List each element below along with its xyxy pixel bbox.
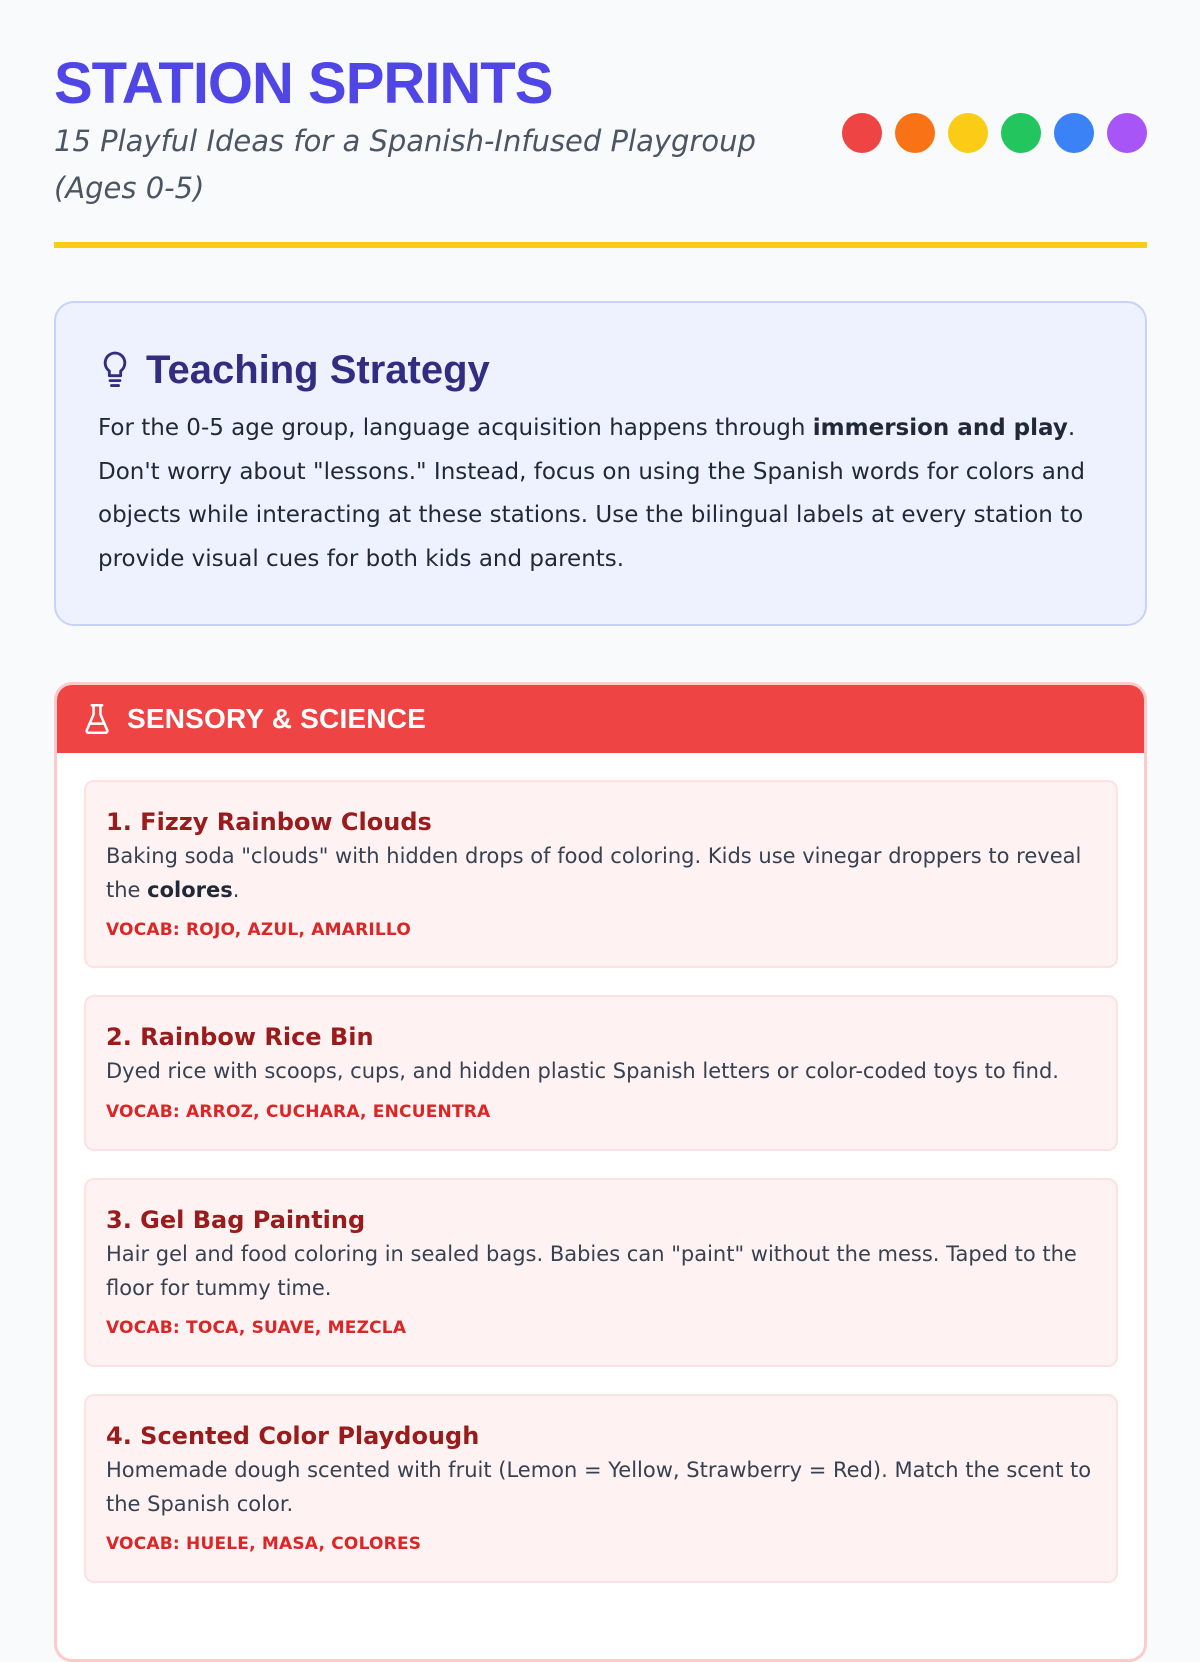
station-title: 4. Scented Color Playdough	[106, 1422, 480, 1450]
station-vocab: VOCAB: ARROZ, CUCHARA, ENCUENTRA	[106, 1101, 491, 1122]
strategy-text	[98, 407, 1103, 581]
color-dot-purple	[1107, 113, 1147, 153]
station-list	[84, 780, 1118, 1610]
station-description-part: Baking soda "clouds" with hidden drops of food coloring. Kids use vinegar droppers to reveal the	[106, 844, 1082, 902]
station-card	[84, 1178, 1118, 1367]
station-description	[106, 1238, 1096, 1305]
strategy-title: Teaching Strategy	[146, 347, 490, 392]
color-dot-green	[1001, 113, 1041, 153]
page-subtitle: 15 Playful Ideas for a Spanish-Infused Playgroup (Ages 0-5)	[54, 124, 756, 205]
section-header	[57, 685, 1144, 753]
station-description-part: Dyed rice with scoops, cups, and hidden plastic Spanish letters or color-coded toys to find.	[106, 1059, 1059, 1083]
color-dot-orange	[895, 113, 935, 153]
station-description	[106, 1055, 1096, 1089]
section-sensory-science	[54, 682, 1147, 1662]
color-dot-blue	[1054, 113, 1094, 153]
flask-icon	[83, 703, 111, 735]
station-description-part: Homemade dough scented with fruit (Lemon = Yellow, Strawberry = Red). Match the scent to the Spanish color.	[106, 1458, 1092, 1516]
station-vocab: VOCAB: ROJO, AZUL, AMARILLO	[106, 920, 411, 940]
station-vocab: VOCAB: TOCA, SUAVE, MEZCLA	[106, 1318, 407, 1338]
page	[54, 0, 1147, 1554]
section-title: SENSORY & SCIENCE	[127, 703, 427, 734]
color-dot-red	[842, 113, 882, 153]
station-card	[84, 1394, 1118, 1583]
station-card	[84, 995, 1118, 1151]
station-description-part: .	[232, 877, 240, 902]
strategy-text-emphasis: immersion and play	[812, 415, 1068, 441]
strategy-heading	[98, 345, 1103, 395]
station-vocab: VOCAB: HUELE, MASA, COLORES	[106, 1534, 422, 1554]
strategy-text-part: . Don't worry about "lessons." Instead, focus on using the Spanish words for colors and objects while interacting at these stations. Use the bilingual labels at every station to provide visual cues for both kids and parents.	[98, 415, 1085, 572]
page-title: STATION SPRINTS	[54, 51, 553, 116]
color-dot-yellow	[948, 113, 988, 153]
station-title: 2. Rainbow Rice Bin	[106, 1023, 374, 1051]
teaching-strategy-box	[54, 301, 1147, 626]
station-card	[84, 780, 1118, 968]
station-title: 3. Gel Bag Painting	[106, 1206, 366, 1234]
station-title: 1. Fizzy Rainbow Clouds	[106, 808, 432, 836]
station-description	[106, 1454, 1096, 1521]
color-dots	[842, 113, 1147, 153]
lightbulb-icon	[98, 350, 132, 390]
header	[54, 0, 1147, 248]
strategy-text-part: For the 0-5 age group, language acquisition happens through	[98, 415, 813, 441]
station-description	[106, 840, 1096, 907]
station-description-part: Hair gel and food coloring in sealed bags. Babies can "paint" without the mess. Taped to the floor for tummy time.	[106, 1242, 1077, 1300]
station-description-emphasis: colores	[147, 877, 233, 902]
